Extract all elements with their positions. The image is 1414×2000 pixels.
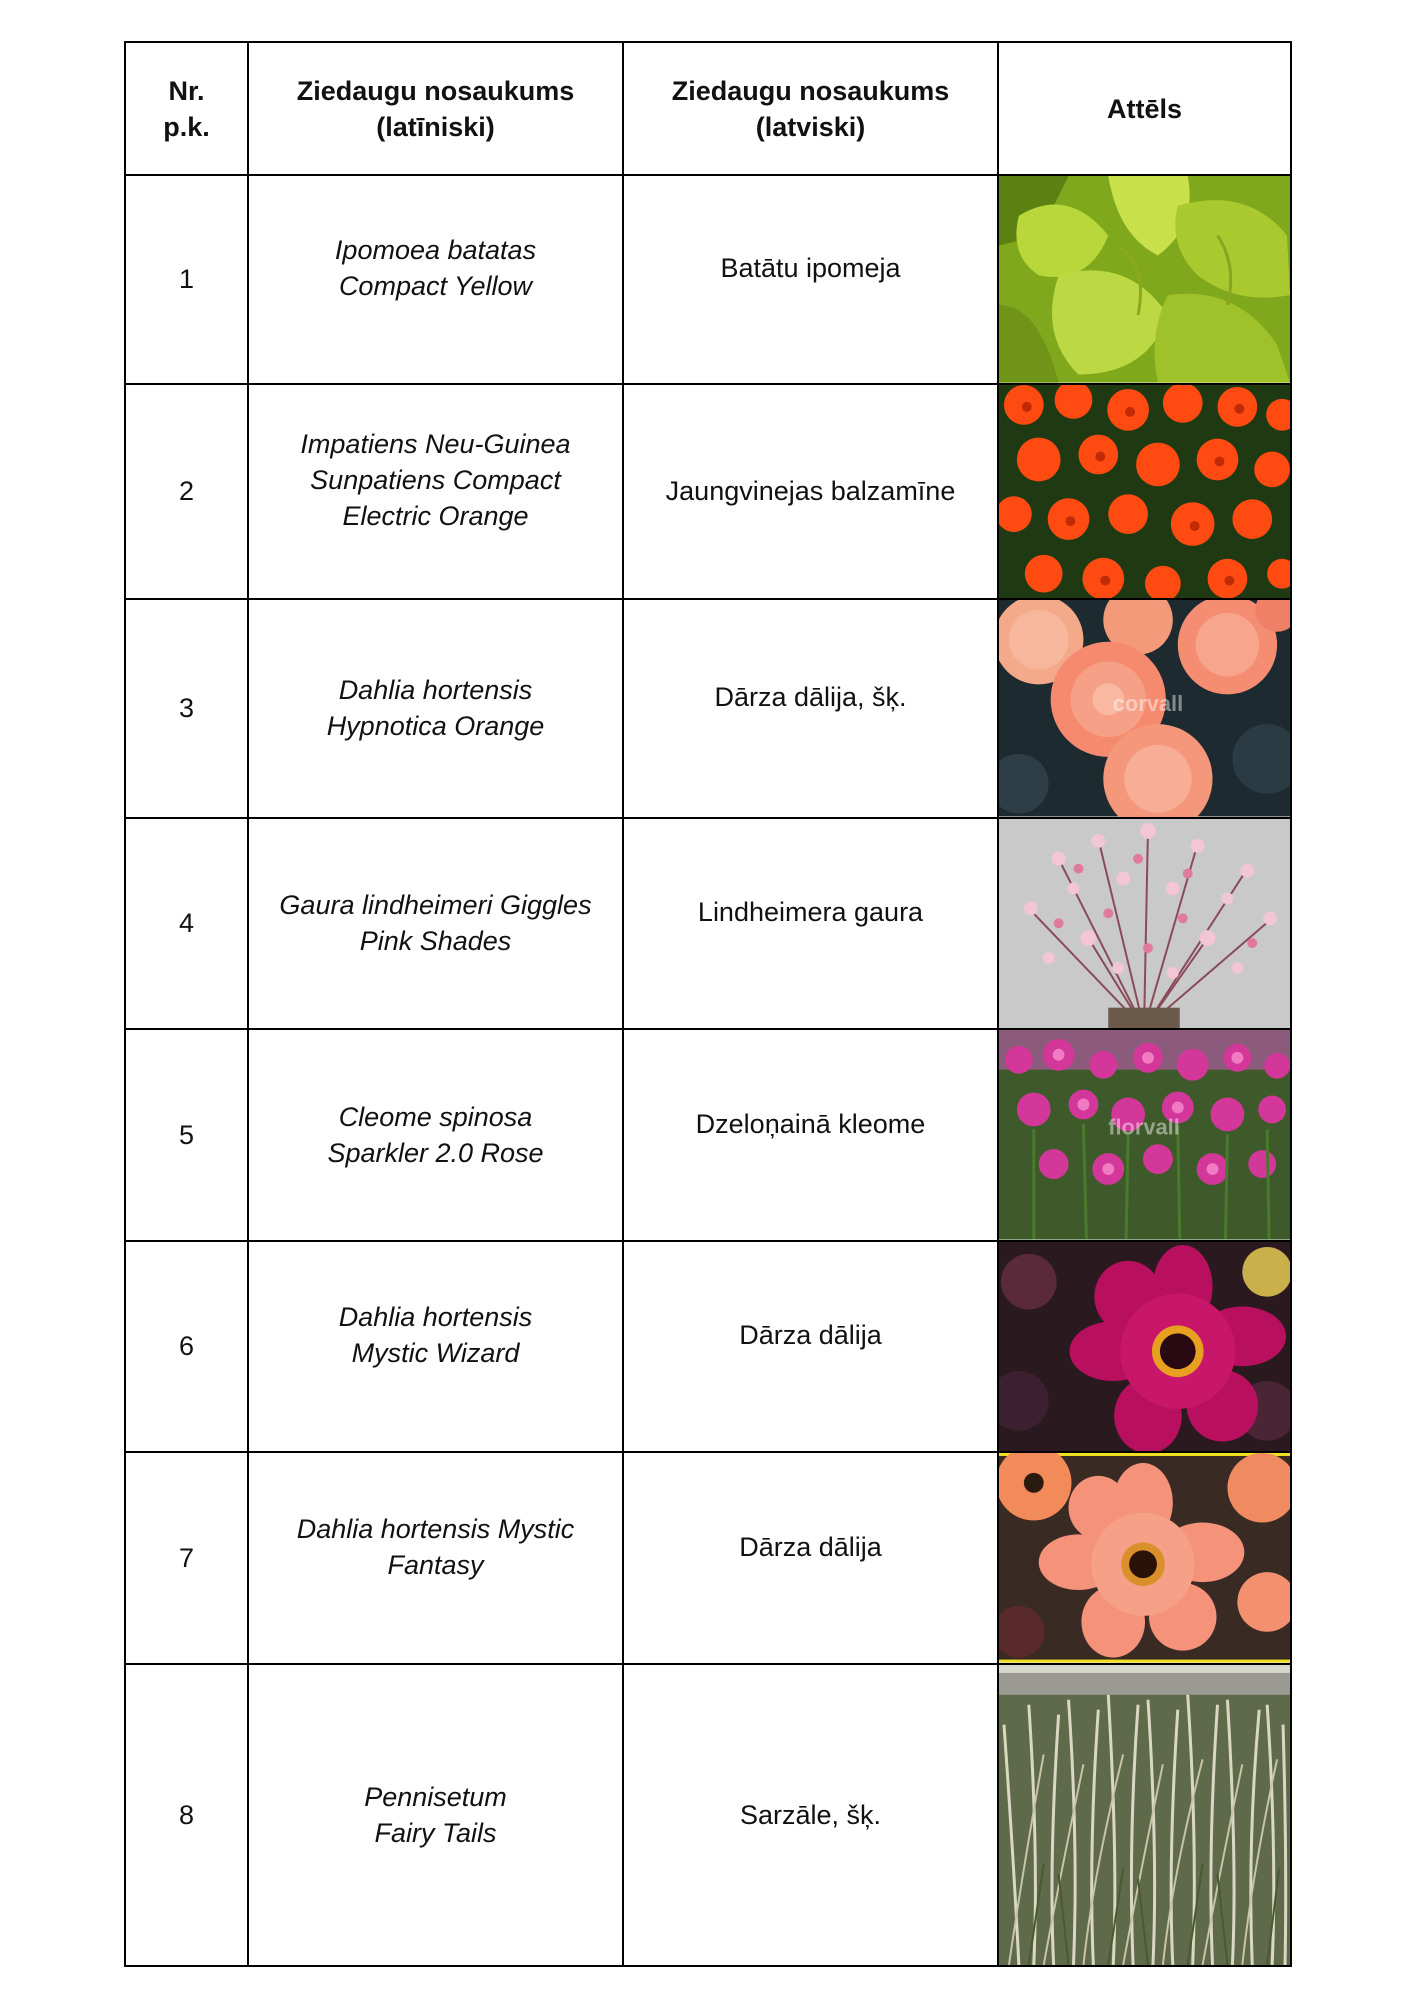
plant-image	[998, 818, 1291, 1030]
latin-name: Ipomoea batatas Compact Yellow	[248, 175, 623, 384]
table-row	[125, 175, 1291, 384]
latvian-name: Jaungvinejas balzamīne	[623, 384, 998, 600]
header-latin-name: Ziedaugu nosaukums (latīniski)	[248, 42, 623, 175]
header-latvian-name: Ziedaugu nosaukums (latviski)	[623, 42, 998, 175]
pink-gaura-image	[999, 819, 1290, 1029]
header-row	[125, 42, 1291, 175]
sweet-potato-vine-leaves-image	[999, 176, 1290, 383]
row-number: 1	[125, 175, 248, 384]
latvian-name: Dārza dālija, šķ.	[623, 599, 998, 818]
plant-image	[998, 1029, 1291, 1241]
salmon-dahlia-image	[999, 1453, 1290, 1663]
orange-dahlia-image	[999, 600, 1290, 817]
row-number: 5	[125, 1029, 248, 1241]
latin-name: Dahlia hortensis Hypnotica Orange	[248, 599, 623, 818]
plant-image	[998, 1664, 1291, 1966]
table-row	[125, 1452, 1291, 1664]
latin-name: Dahlia hortensis Mystic Wizard	[248, 1241, 623, 1453]
row-number: 2	[125, 384, 248, 600]
row-number: 4	[125, 818, 248, 1030]
latin-name: Pennisetum Fairy Tails	[248, 1664, 623, 1966]
row-number: 8	[125, 1664, 248, 1966]
table-row	[125, 1029, 1291, 1241]
latvian-name: Dzeloņainā kleome	[623, 1029, 998, 1241]
latin-name: Impatiens Neu-Guinea Sunpatiens Compact Electric Orange	[248, 384, 623, 600]
table-row	[125, 818, 1291, 1030]
magenta-dahlia-image	[999, 1242, 1290, 1452]
fountain-grass-image	[999, 1665, 1290, 1965]
latvian-name: Dārza dālija	[623, 1241, 998, 1453]
plant-image	[998, 384, 1291, 600]
plant-image	[998, 1241, 1291, 1453]
svg-text:corvall: corvall	[1112, 691, 1184, 717]
table-row	[125, 1664, 1291, 1966]
plant-image	[998, 599, 1291, 818]
latvian-name: Dārza dālija	[623, 1452, 998, 1664]
table-row	[125, 384, 1291, 600]
header-nr: Nr. p.k.	[125, 42, 248, 175]
latvian-name: Sarzāle, šķ.	[623, 1664, 998, 1966]
rose-cleome-image	[999, 1030, 1290, 1240]
plant-image	[998, 175, 1291, 384]
table-row	[125, 1241, 1291, 1453]
svg-text:florvall: florvall	[1108, 1114, 1180, 1140]
plant-table	[124, 41, 1292, 1967]
latvian-name: Batātu ipomeja	[623, 175, 998, 384]
table-row	[125, 599, 1291, 818]
latin-name: Cleome spinosa Sparkler 2.0 Rose	[248, 1029, 623, 1241]
plant-image	[998, 1452, 1291, 1664]
latin-name: Dahlia hortensis Mystic Fantasy	[248, 1452, 623, 1664]
row-number: 7	[125, 1452, 248, 1664]
row-number: 6	[125, 1241, 248, 1453]
row-number: 3	[125, 599, 248, 818]
header-image: Attēls	[998, 42, 1291, 175]
latin-name: Gaura lindheimeri Giggles Pink Shades	[248, 818, 623, 1030]
orange-impatiens-image	[999, 385, 1290, 599]
latvian-name: Lindheimera gaura	[623, 818, 998, 1030]
